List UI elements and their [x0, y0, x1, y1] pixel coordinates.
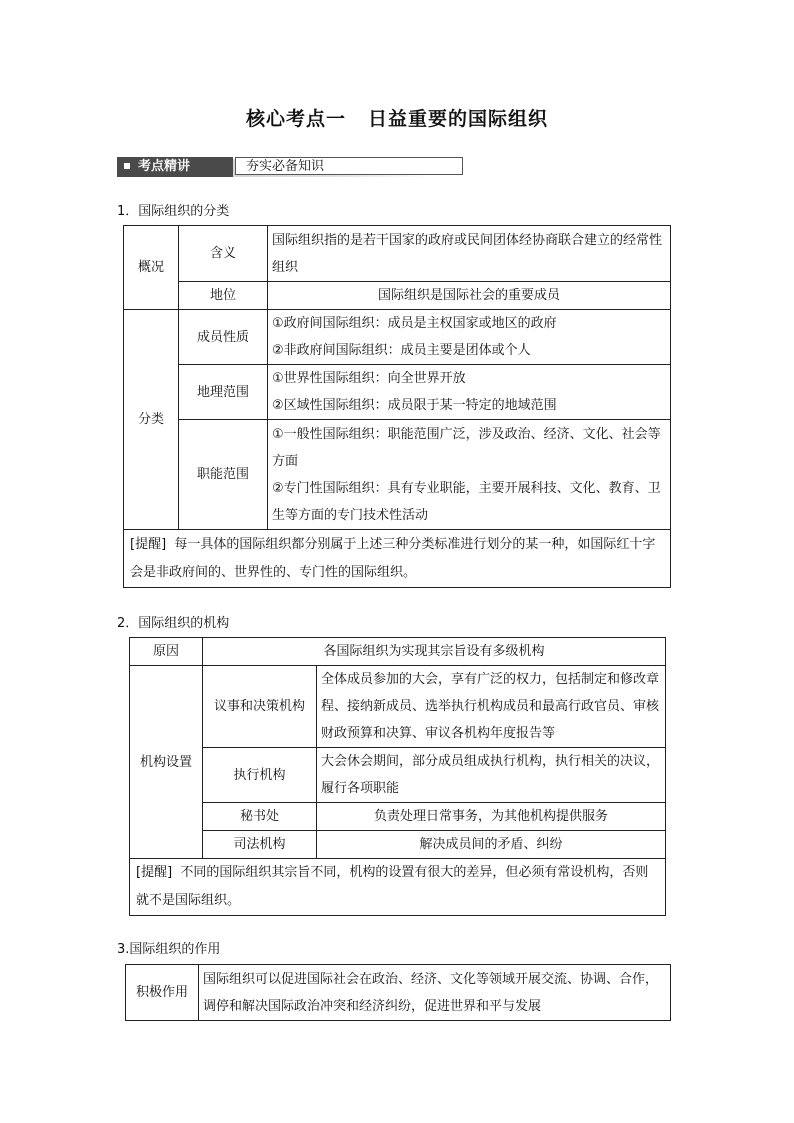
zhineng-line-2: ②专门性国际组织：具有专业职能，主要开展科技、文化、教育、卫生等方面的专门技术性活动	[272, 480, 661, 523]
tip-text-2: 不同的国际组织其宗旨不同，机构的设置有很大的差异，但必须有常设机构，否则就不是国际组织。	[136, 865, 649, 908]
banner-label	[117, 157, 233, 177]
cell-zhineng-text	[268, 420, 671, 530]
cell-chengyuan-text	[268, 310, 671, 365]
cell-mishu: 秘书处	[203, 803, 317, 831]
section-1-heading: 1．国际组织的分类	[117, 204, 230, 219]
cell-yuanyin-text: 各国际组织为实现其宗旨设有多级机构	[203, 638, 666, 666]
tip-row-1	[124, 530, 671, 588]
dili-line-1: ①世界性国际组织：向全世界开放	[272, 371, 466, 386]
chengyuan-line-1: ①政府间国际组织：成员是主权国家或地区的政府	[272, 316, 557, 331]
section-banner	[117, 155, 432, 181]
banner-sublabel: 夯实必备知识	[235, 157, 463, 175]
cell-dili: 地理范围	[179, 365, 268, 420]
chengyuan-line-2: ②非政府间国际组织：成员主要是团体或个人	[272, 343, 531, 358]
cell-zhixing: 执行机构	[203, 748, 317, 803]
cell-diwei: 地位	[179, 282, 268, 310]
cell-chengyuan: 成员性质	[179, 310, 268, 365]
cell-yishi-text: 全体成员参加的大会，享有广泛的权力，包括制定和修改章程、接纳新成员、选举执行机构成员和最高行政官员、审核财政预算和决算、审议各机构年度报告等	[317, 666, 666, 748]
title-part-1: 核心考点一	[245, 108, 346, 130]
zhineng-line-1: ①一般性国际组织：职能范围广泛，涉及政治、经济、文化、社会等方面	[272, 426, 661, 469]
cell-zhixing-text: 大会休会期间，部分成员组成执行机构，执行相关的决议，履行各项职能	[317, 748, 666, 803]
cell-zhineng: 职能范围	[179, 420, 268, 530]
role-table	[125, 964, 671, 1021]
cell-jiji-text: 国际组织可以促进国际社会在政治、经济、文化等领域开展交流、协调、合作，调停和解决国际政治冲突和经济纠纷，促进世界和平与发展	[199, 965, 671, 1021]
cell-sifa: 司法机构	[203, 831, 317, 859]
square-icon	[124, 163, 130, 169]
dili-line-2: ②区域性国际组织：成员限于某一特定的地域范围	[272, 398, 557, 413]
cell-hanyi-text: 国际组织指的是若干国家的政府或民间团体经协商联合建立的经常性组织	[268, 226, 671, 282]
cell-jiji: 积极作用	[126, 965, 199, 1021]
cell-dili-text	[268, 365, 671, 420]
section-3-heading: 3.国际组织的作用	[117, 942, 221, 957]
banner-left-text: 考点精讲	[138, 159, 191, 174]
cell-fenlei: 分类	[124, 310, 179, 530]
cell-sifa-text: 解决成员间的矛盾、纠纷	[317, 831, 666, 859]
section-2-heading: 2．国际组织的机构	[117, 616, 230, 631]
cell-gaikuang: 概况	[124, 226, 179, 310]
tip-label: [提醒]	[130, 536, 167, 552]
tip-text: 每一具体的国际组织都分别属于上述三种分类标准进行划分的某一种，如国际红十字会是非政府间的、世界性的、专门性的国际组织。	[130, 536, 656, 580]
page-title	[0, 104, 794, 131]
tip-label-2: [提醒]	[136, 865, 173, 880]
classification-table	[123, 225, 671, 588]
cell-yishi: 议事和决策机构	[203, 666, 317, 748]
cell-hanyi: 含义	[179, 226, 268, 282]
structure-table	[129, 637, 666, 916]
title-part-2: 日益重要的国际组织	[368, 108, 549, 130]
cell-mishu-text: 负责处理日常事务，为其他机构提供服务	[317, 803, 666, 831]
cell-shezhi: 机构设置	[130, 666, 203, 859]
tip-row-2	[130, 859, 666, 916]
cell-diwei-text: 国际组织是国际社会的重要成员	[268, 282, 671, 310]
cell-yuanyin: 原因	[130, 638, 203, 666]
